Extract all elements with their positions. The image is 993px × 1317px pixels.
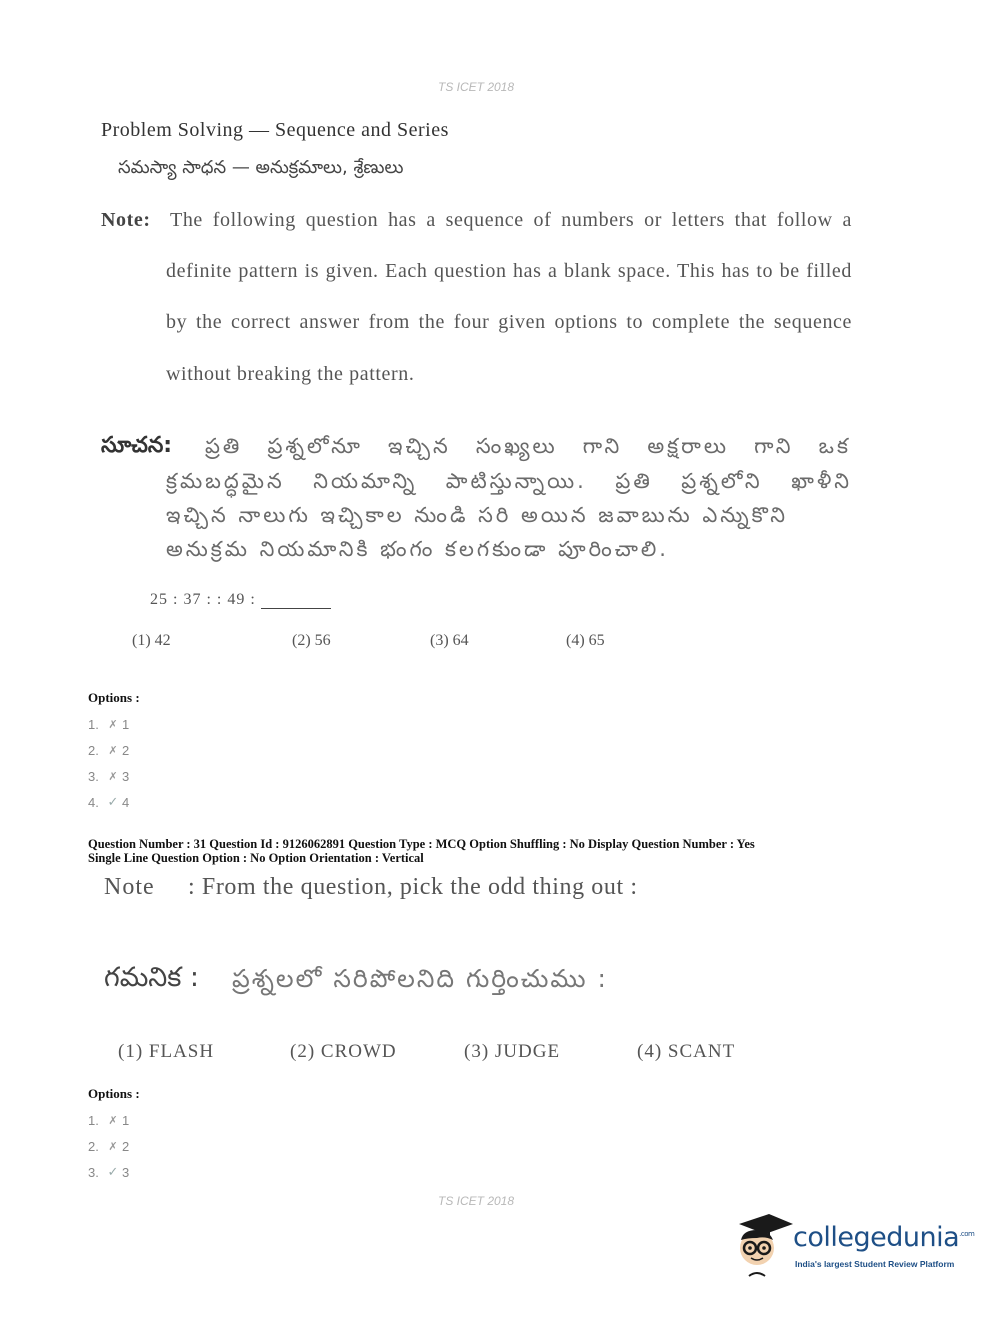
- q31-option-2[interactable]: [88, 1133, 129, 1159]
- q30-options-list: [88, 711, 129, 815]
- q31-note-text: : From the question, pick the odd thing out :: [188, 874, 638, 900]
- header-watermark: TS ICET 2018: [438, 80, 515, 94]
- cross-icon: ✗: [108, 770, 118, 783]
- q31-choice-4: (4) SCANT: [637, 1041, 736, 1062]
- telugu-note-line-4: అనుక్రమ నియమానికి భంగం కలగకుండా పూరించాలి.: [166, 537, 669, 561]
- check-icon: ✓: [107, 794, 119, 809]
- option-number: 2.: [88, 1138, 99, 1154]
- cross-icon: ✗: [108, 718, 118, 731]
- option-value: 2: [122, 742, 130, 758]
- cross-icon: ✗: [108, 1114, 118, 1127]
- option-number: 2.: [88, 742, 99, 758]
- q30-option-1[interactable]: [88, 711, 129, 737]
- section-title-telugu: సమస్యా సాధన — అనుక్రమాలు, శ్రేణులు: [118, 157, 404, 178]
- q30-blank: [261, 594, 331, 609]
- cross-icon: ✗: [108, 744, 118, 757]
- q31-options-list: [88, 1107, 129, 1185]
- q30-choice-1: (1) 42: [132, 632, 171, 649]
- note-line-3: by the correct answer from the four given options to complete the sequence: [166, 311, 852, 333]
- logo-suffix: .com: [959, 1230, 975, 1238]
- q30-choice-4: (4) 65: [566, 632, 605, 649]
- note-line-2: definite pattern is given. Each question has a blank space. This has to be filled: [166, 260, 852, 282]
- q31-meta-line-1: Question Number : 31 Question Id : 9126062891 Question Type : MCQ Option Shuffling : No Display Question Number : Yes: [88, 837, 755, 851]
- logo-tagline: India's largest Student Review Platform: [795, 1259, 955, 1269]
- telugu-note-line-2: క్రమబద్ధమైన నియమాన్ని పాటిస్తున్నాయి. ప్రతి ప్రశ్నలోని ఖాళీని: [166, 469, 852, 493]
- q30-sequence: [150, 591, 331, 609]
- option-value: 1: [122, 716, 130, 732]
- note-line-4: without breaking the pattern.: [166, 363, 415, 385]
- q31-choice-2: (2) CROWD: [290, 1041, 397, 1062]
- option-value: 1: [122, 1112, 130, 1128]
- q31-note-label: Note: [104, 874, 155, 900]
- option-number: 3.: [88, 768, 99, 784]
- option-number: 1.: [88, 716, 99, 732]
- q31-telugu-label: గమనిక :: [104, 962, 200, 993]
- option-value: 2: [122, 1138, 130, 1154]
- note-label: Note:: [101, 209, 151, 231]
- option-value: 3: [122, 1164, 130, 1180]
- q30-option-4[interactable]: [88, 789, 129, 815]
- q31-choice-1: (1) FLASH: [118, 1041, 215, 1062]
- graduate-mascot-icon: [735, 1210, 793, 1280]
- collegedunia-logo[interactable]: [735, 1210, 975, 1282]
- q31-choice-3: (3) JUDGE: [464, 1041, 561, 1062]
- q30-choice-3: (3) 64: [430, 632, 469, 649]
- check-icon: ✓: [107, 1164, 119, 1179]
- q30-option-3[interactable]: [88, 763, 129, 789]
- telugu-note-label: సూచన:: [101, 433, 173, 458]
- q30-option-2[interactable]: [88, 737, 129, 763]
- option-number: 1.: [88, 1112, 99, 1128]
- q31-options-label: Options :: [88, 1086, 140, 1101]
- note-line-1: The following question has a sequence of numbers or letters that follow a: [170, 209, 852, 231]
- telugu-note-line-1: ప్రతి ప్రశ్నలోనూ ఇచ్చిన సంఖ్యలు గాని అక్షరాలు గాని ఒక: [205, 434, 851, 458]
- q31-meta-line-2: Single Line Question Option : No Option Orientation : Vertical: [88, 851, 424, 865]
- q30-sequence-text: 25 : 37 : : 49 :: [150, 591, 256, 608]
- q31-telugu-text: ప్రశ్నలలో సరిపోలనిది గుర్తించుము :: [232, 964, 608, 993]
- option-number: 4.: [88, 794, 99, 810]
- logo-wordmark: collegedunia: [793, 1222, 960, 1253]
- section-title-english: Problem Solving — Sequence and Series: [101, 119, 449, 141]
- q31-option-3[interactable]: [88, 1159, 129, 1185]
- option-value: 3: [122, 768, 130, 784]
- q30-choice-2: (2) 56: [292, 632, 331, 649]
- telugu-note-line-3: ఇచ్చిన నాలుగు ఇచ్చికాల నుండి సరి అయిన జవాబును ఎన్నుకొని: [166, 503, 789, 527]
- option-value: 4: [122, 794, 130, 810]
- q30-options-label: Options :: [88, 690, 140, 705]
- footer-watermark: TS ICET 2018: [438, 1194, 515, 1208]
- option-number: 3.: [88, 1164, 99, 1180]
- q31-option-1[interactable]: [88, 1107, 129, 1133]
- cross-icon: ✗: [108, 1140, 118, 1153]
